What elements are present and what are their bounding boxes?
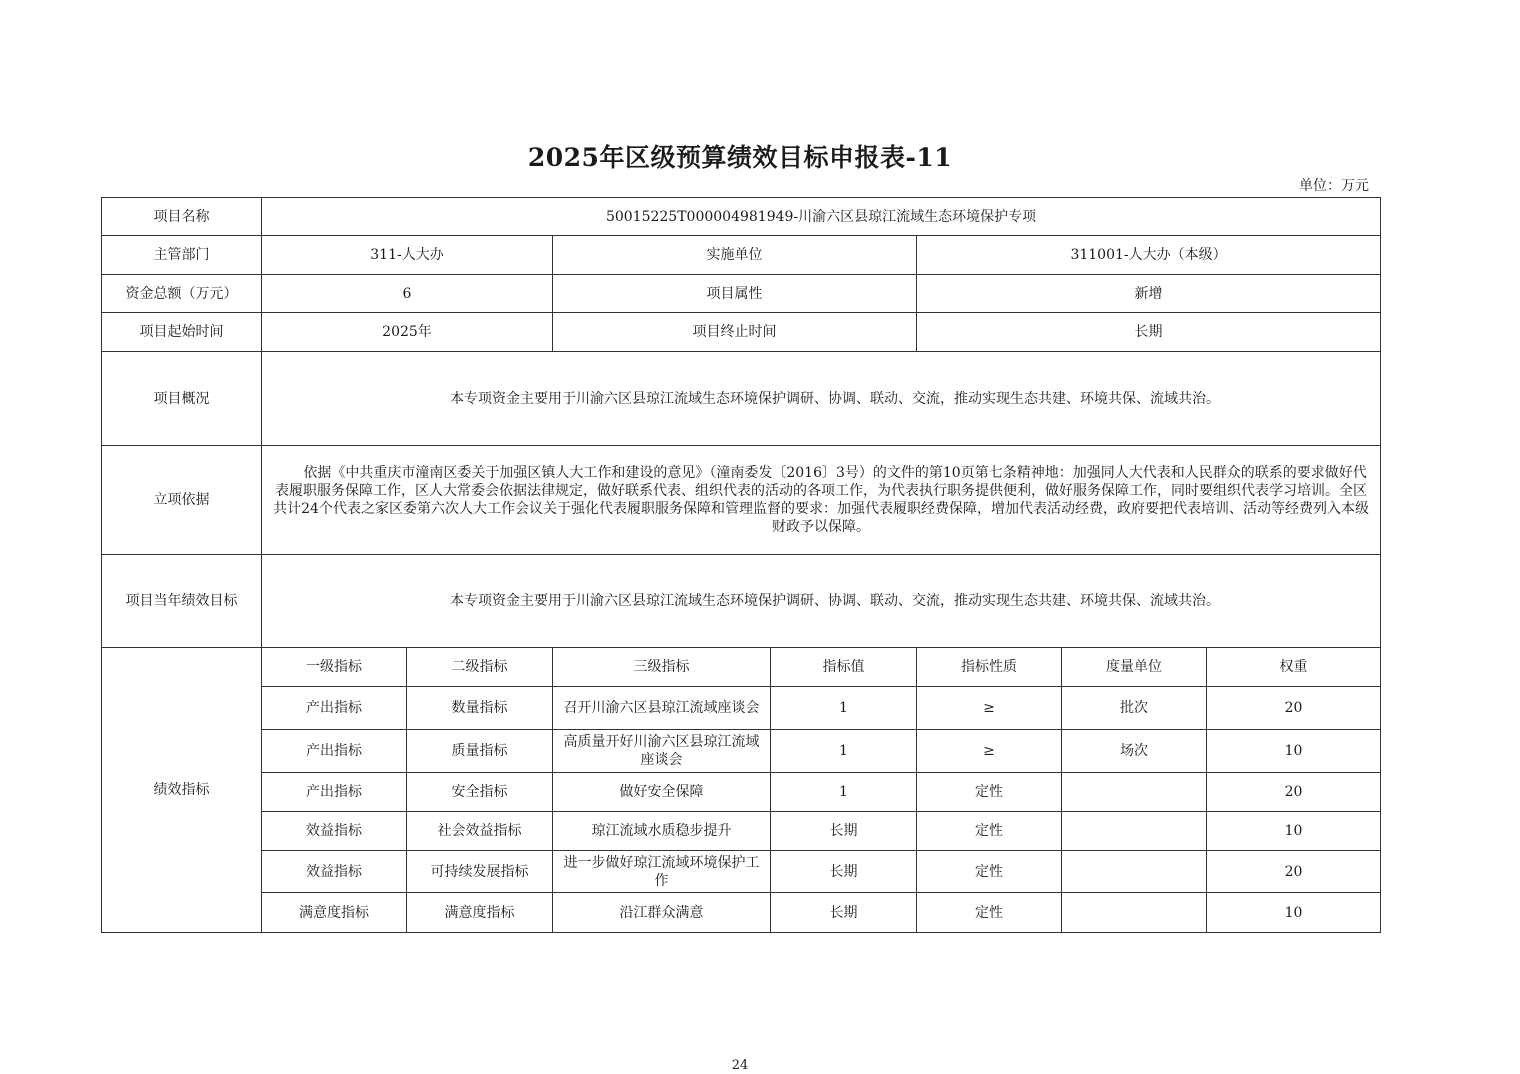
indicator-level2: 质量指标 <box>407 730 553 773</box>
indicator-level2: 数量指标 <box>407 687 553 730</box>
row-project-name <box>102 198 1381 236</box>
indicator-header-row <box>102 648 1381 687</box>
header-level2: 二级指标 <box>407 648 553 687</box>
row-basis <box>102 446 1381 555</box>
indicator-level2: 社会效益指标 <box>407 812 553 851</box>
end-label: 项目终止时间 <box>553 313 917 352</box>
indicators-label: 绩效指标 <box>102 648 262 933</box>
indicator-level1: 效益指标 <box>262 851 407 893</box>
indicator-level3: 做好安全保障 <box>553 773 771 812</box>
indicator-weight: 10 <box>1207 730 1381 773</box>
indicator-level3: 琼江流域水质稳步提升 <box>553 812 771 851</box>
page-number: 24 <box>731 1058 749 1073</box>
attr-label: 项目属性 <box>553 275 917 313</box>
indicator-unit <box>1062 851 1207 893</box>
indicator-unit <box>1062 773 1207 812</box>
basis-text: 依据《中共重庆市潼南区委关于加强区镇人大工作和建设的意见》（潼南委发〔2016〕3号）的文件的第10页第七条精神地：加强同人大代表和人民群众的联系的要求做好代表履职服务保障工作，区人大常委会依据法律规定，做好联系代表、组织代表的活动的各项工作，为代表执行职务提供便利，做好服务保障工作，同时要组织代表学习培训。全区共计24个代表之家区委第六次人大工作会议关于强化代表履职服务保障和管理监督的要求：加强代表履职经费保障，增加代表活动经费，政府要把代表培训、活动等经费列入本级财政予以保障。 <box>262 446 1381 555</box>
indicator-weight: 20 <box>1207 773 1381 812</box>
indicator-nature: ≥ <box>917 687 1062 730</box>
goal-label: 项目当年绩效目标 <box>102 555 262 648</box>
indicator-unit <box>1062 893 1207 933</box>
goal-text: 本专项资金主要用于川渝六区县琼江流域生态环境保护调研、协调、联动、交流，推动实现生态共建、环境共保、流域共治。 <box>262 555 1381 648</box>
impl-label: 实施单位 <box>553 236 917 275</box>
row-goal <box>102 555 1381 648</box>
indicator-level3: 高质量开好川渝六区县琼江流域座谈会 <box>553 730 771 773</box>
indicator-nature: ≥ <box>917 730 1062 773</box>
row-time <box>102 313 1381 352</box>
indicator-value: 1 <box>771 730 917 773</box>
indicator-level2: 满意度指标 <box>407 893 553 933</box>
indicator-level1: 产出指标 <box>262 773 407 812</box>
impl-value: 311001-人大办（本级） <box>917 236 1381 275</box>
fund-value: 6 <box>262 275 553 313</box>
indicator-level2: 安全指标 <box>407 773 553 812</box>
header-weight: 权重 <box>1207 648 1381 687</box>
end-value: 长期 <box>917 313 1381 352</box>
start-value: 2025年 <box>262 313 553 352</box>
indicator-value: 长期 <box>771 851 917 893</box>
row-dept <box>102 236 1381 275</box>
row-fund <box>102 275 1381 313</box>
indicator-level1: 产出指标 <box>262 687 407 730</box>
project-name-label: 项目名称 <box>102 198 262 236</box>
row-overview <box>102 352 1381 446</box>
indicator-level3: 召开川渝六区县琼江流域座谈会 <box>553 687 771 730</box>
indicator-level3: 进一步做好琼江流域环境保护工作 <box>553 851 771 893</box>
indicator-value: 长期 <box>771 812 917 851</box>
overview-text: 本专项资金主要用于川渝六区县琼江流域生态环境保护调研、协调、联动、交流，推动实现生态共建、环境共保、流域共治。 <box>262 352 1381 446</box>
indicator-weight: 20 <box>1207 687 1381 730</box>
indicator-weight: 10 <box>1207 893 1381 933</box>
header-unit: 度量单位 <box>1062 648 1207 687</box>
fund-label: 资金总额（万元） <box>102 275 262 313</box>
unit-label: 单位：万元 <box>1299 178 1369 194</box>
indicator-level1: 满意度指标 <box>262 893 407 933</box>
attr-value: 新增 <box>917 275 1381 313</box>
dept-value: 311-人大办 <box>262 236 553 275</box>
indicator-nature: 定性 <box>917 893 1062 933</box>
indicator-value: 长期 <box>771 893 917 933</box>
indicator-nature: 定性 <box>917 773 1062 812</box>
basis-label: 立项依据 <box>102 446 262 555</box>
dept-label: 主管部门 <box>102 236 262 275</box>
indicator-row <box>102 730 1381 773</box>
start-label: 项目起始时间 <box>102 313 262 352</box>
budget-performance-table <box>101 197 1381 933</box>
overview-label: 项目概况 <box>102 352 262 446</box>
indicator-level1: 产出指标 <box>262 730 407 773</box>
indicator-unit: 场次 <box>1062 730 1207 773</box>
indicator-weight: 20 <box>1207 851 1381 893</box>
indicator-level1: 效益指标 <box>262 812 407 851</box>
indicator-row <box>102 687 1381 730</box>
header-nature: 指标性质 <box>917 648 1062 687</box>
indicator-unit <box>1062 812 1207 851</box>
indicator-level3: 沿江群众满意 <box>553 893 771 933</box>
indicator-unit: 批次 <box>1062 687 1207 730</box>
indicator-row <box>102 851 1381 893</box>
indicator-row <box>102 893 1381 933</box>
header-level3: 三级指标 <box>553 648 771 687</box>
indicator-value: 1 <box>771 773 917 812</box>
indicator-value: 1 <box>771 687 917 730</box>
indicator-weight: 10 <box>1207 812 1381 851</box>
project-name-value: 50015225T000004981949-川渝六区县琼江流域生态环境保护专项 <box>262 198 1381 236</box>
header-level1: 一级指标 <box>262 648 407 687</box>
header-value: 指标值 <box>771 648 917 687</box>
indicator-row <box>102 773 1381 812</box>
indicator-nature: 定性 <box>917 851 1062 893</box>
page-title: 2025年区级预算绩效目标申报表-11 <box>527 143 953 172</box>
indicator-nature: 定性 <box>917 812 1062 851</box>
indicator-row <box>102 812 1381 851</box>
indicator-level2: 可持续发展指标 <box>407 851 553 893</box>
